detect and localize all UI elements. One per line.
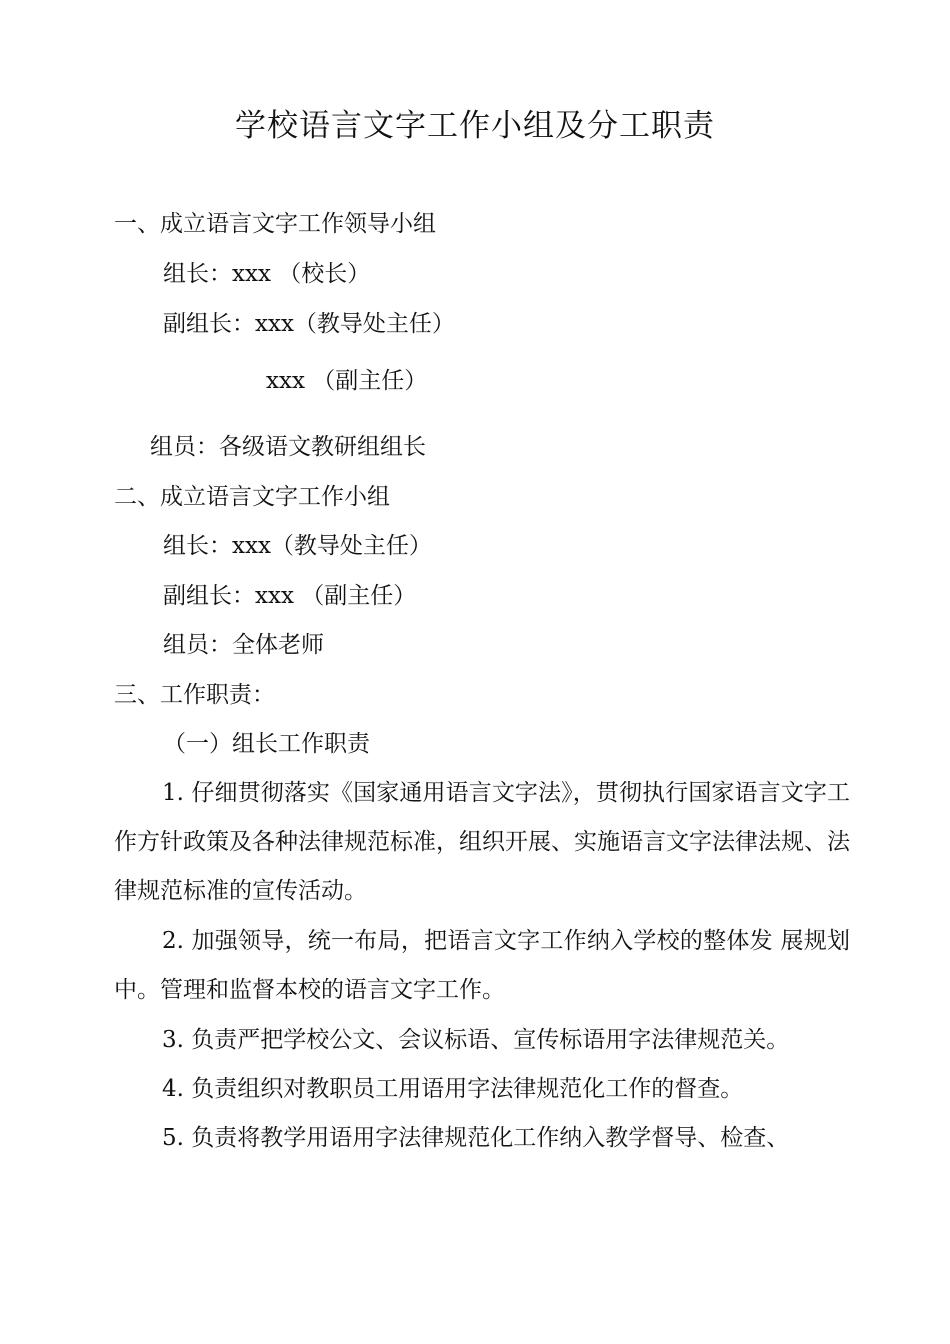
section-2-deputy: 副组长：xxx （副主任）: [163, 583, 417, 609]
document-title: 学校语言文字工作小组及分工职责: [235, 108, 715, 144]
duty-item-3: 3. 负责严把学校公文、会议标语、宣传标语用字法律规范关。: [162, 1027, 790, 1053]
section-2-members: 组员：全体老师: [163, 632, 324, 658]
section-1-deputy-2: xxx （副主任）: [266, 368, 428, 394]
section-1-leader: 组长：xxx （校长）: [163, 261, 371, 287]
section-1-members: 组员：各级语文教研组组长: [150, 434, 426, 460]
duty-item-5: 5. 负责将教学用语用字法律规范化工作纳入教学督导、检查、: [162, 1125, 790, 1151]
section-1-heading: 一、成立语言文字工作领导小组: [114, 211, 436, 237]
section-1-deputy-1: 副组长：xxx（教导处主任）: [163, 311, 455, 337]
duty-item-1: 1. 仔细贯彻落实《国家通用语言文字法》，贯彻执行国家语言文字工作方针政策及各种法律规范标准，组织开展、实施语言文字法律法规、法律规范标准的宣传活动。: [114, 780, 850, 904]
duty-item-2: 2. 加强领导，统一布局，把语言文字工作纳入学校的整体发 展规划中。管理和监督本校的语言文字工作。: [114, 928, 850, 1003]
section-3-subheading: （一）组长工作职责: [163, 731, 370, 757]
section-3-heading: 三、工作职责：: [114, 682, 275, 708]
section-2-leader: 组长：xxx（教导处主任）: [163, 533, 432, 559]
section-2-heading: 二、成立语言文字工作小组: [114, 484, 390, 510]
duty-item-4: 4. 负责组织对教职员工用语用字法律规范化工作的督查。: [162, 1076, 744, 1102]
